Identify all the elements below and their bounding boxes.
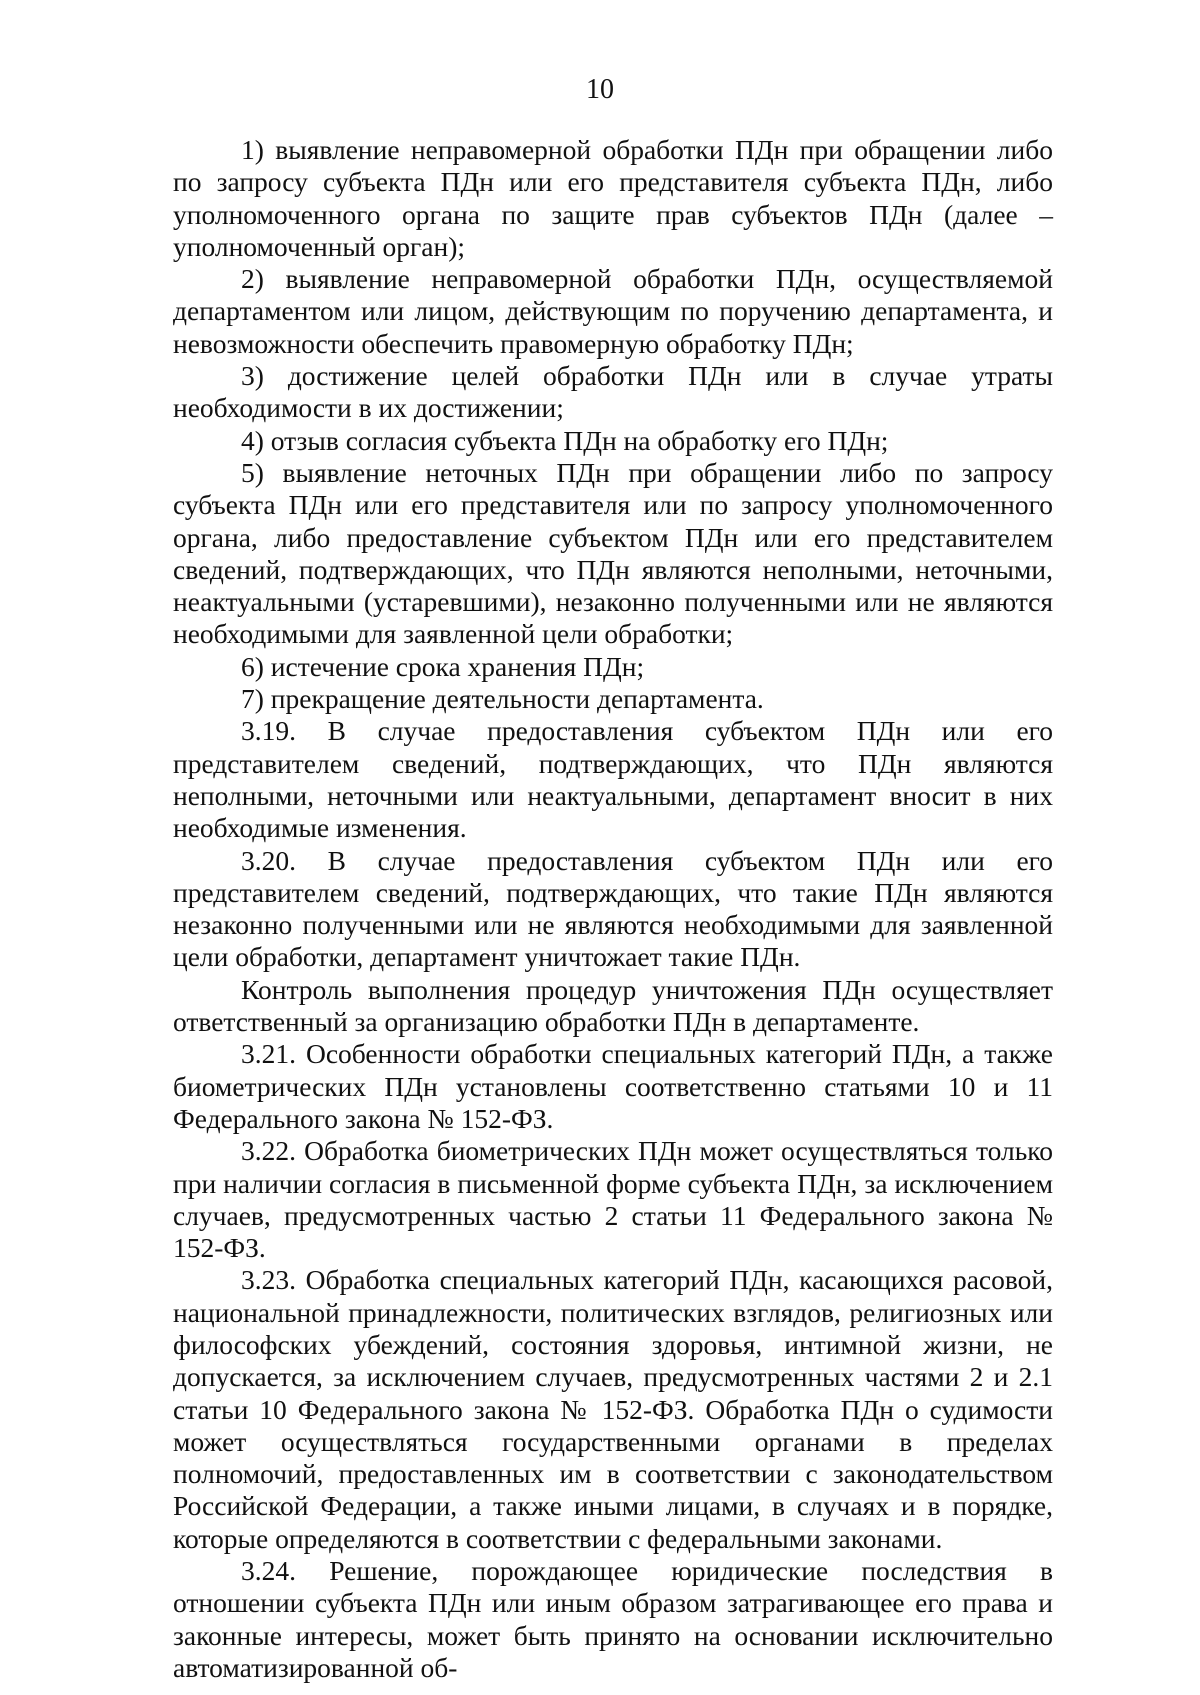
page-number: 10 (586, 74, 614, 105)
paragraph-3-22: 3.22. Обработка биометрических ПДн может осуществляться только при наличии согласия в письменной форме субъекта ПДн, за исключением случаев, предусмотренных частью 2 статьи 11 Федерального закона № 152-ФЗ. (173, 1135, 1053, 1264)
paragraph-item-7: 7) прекращение деятельности департамента. (241, 683, 764, 715)
paragraph-3-24: 3.24. Решение, порождающее юридические последствия в отношении субъекта ПДн или иным образом затрагивающее его права и законные интересы, может быть принято на основании исключительно автоматизированной об- (173, 1555, 1053, 1683)
document-body (173, 134, 1053, 1684)
paragraph-item-1: 1) выявление неправомерной обработки ПДн при обращении либо по запросу субъекта ПДн или его представителя субъекта ПДн, либо уполномоченного органа по защите прав субъектов ПДн (далее – уполномоченный орган); (173, 134, 1053, 262)
paragraph-item-2: 2) выявление неправомерной обработки ПДн, осуществляемой департаментом или лицом, действующим по поручению департамента, и невозможности обеспечить правомерную обработку ПДн; (173, 263, 1053, 359)
paragraph-3-23: 3.23. Обработка специальных категорий ПДн, касающихся расовой, национальной принадлежности, политических взглядов, религиозных или философских убеждений, состояния здоровья, интимной жизни, не допускается, за исключением случаев, предусмотренных частями 2 и 2.1 статьи 10 Федерального закона № 152-ФЗ. Обработка ПДн о судимости может осуществляться государственными органами в пределах полномочий, предоставленных им в соответствии с законодательством Российской Федерации, а также иными лицами, в случаях и в порядке, которые определяются в соответствии с федеральными законами. (173, 1264, 1053, 1554)
paragraph-control: Контроль выполнения процедур уничтожения ПДн осуществляет ответственный за организацию обработки ПДн в департаменте. (173, 973, 1053, 1038)
paragraph-3-20: 3.20. В случае предоставления субъектом ПДн или его представителем сведений, подтверждающих, что такие ПДн являются незаконно полученными или не являются необходимыми для заявленной цели обработки, департамент уничтожает такие ПДн. (173, 844, 1053, 973)
paragraph-3-19: 3.19. В случае предоставления субъектом ПДн или его представителем сведений, подтверждающих, что ПДн являются неполными, неточными или неактуальными, департамент вносит в них необходимые изменения. (173, 715, 1053, 844)
paragraph-3-21: 3.21. Особенности обработки специальных категорий ПДн, а также биометрических ПДн установлены соответственно статьями 10 и 11 Федерального закона № 152-ФЗ. (173, 1038, 1053, 1134)
paragraph-item-5: 5) выявление неточных ПДн при обращении либо по запросу субъекта ПДн или его представителя или по запросу уполномоченного органа, либо предоставление субъектом ПДн или его представителем сведений, подтверждающих, что ПДн являются неполными, неточными, неактуальными (устаревшими), незаконно полученными или не являются необходимыми для заявленной цели обработки; (173, 456, 1053, 650)
paragraph-item-4: 4) отзыв согласия субъекта ПДн на обработку его ПДн; (241, 424, 889, 456)
paragraph-item-6: 6) истечение срока хранения ПДн; (241, 650, 645, 682)
paragraph-item-3: 3) достижение целей обработки ПДн или в случае утраты необходимости в их достижении; (173, 360, 1053, 424)
